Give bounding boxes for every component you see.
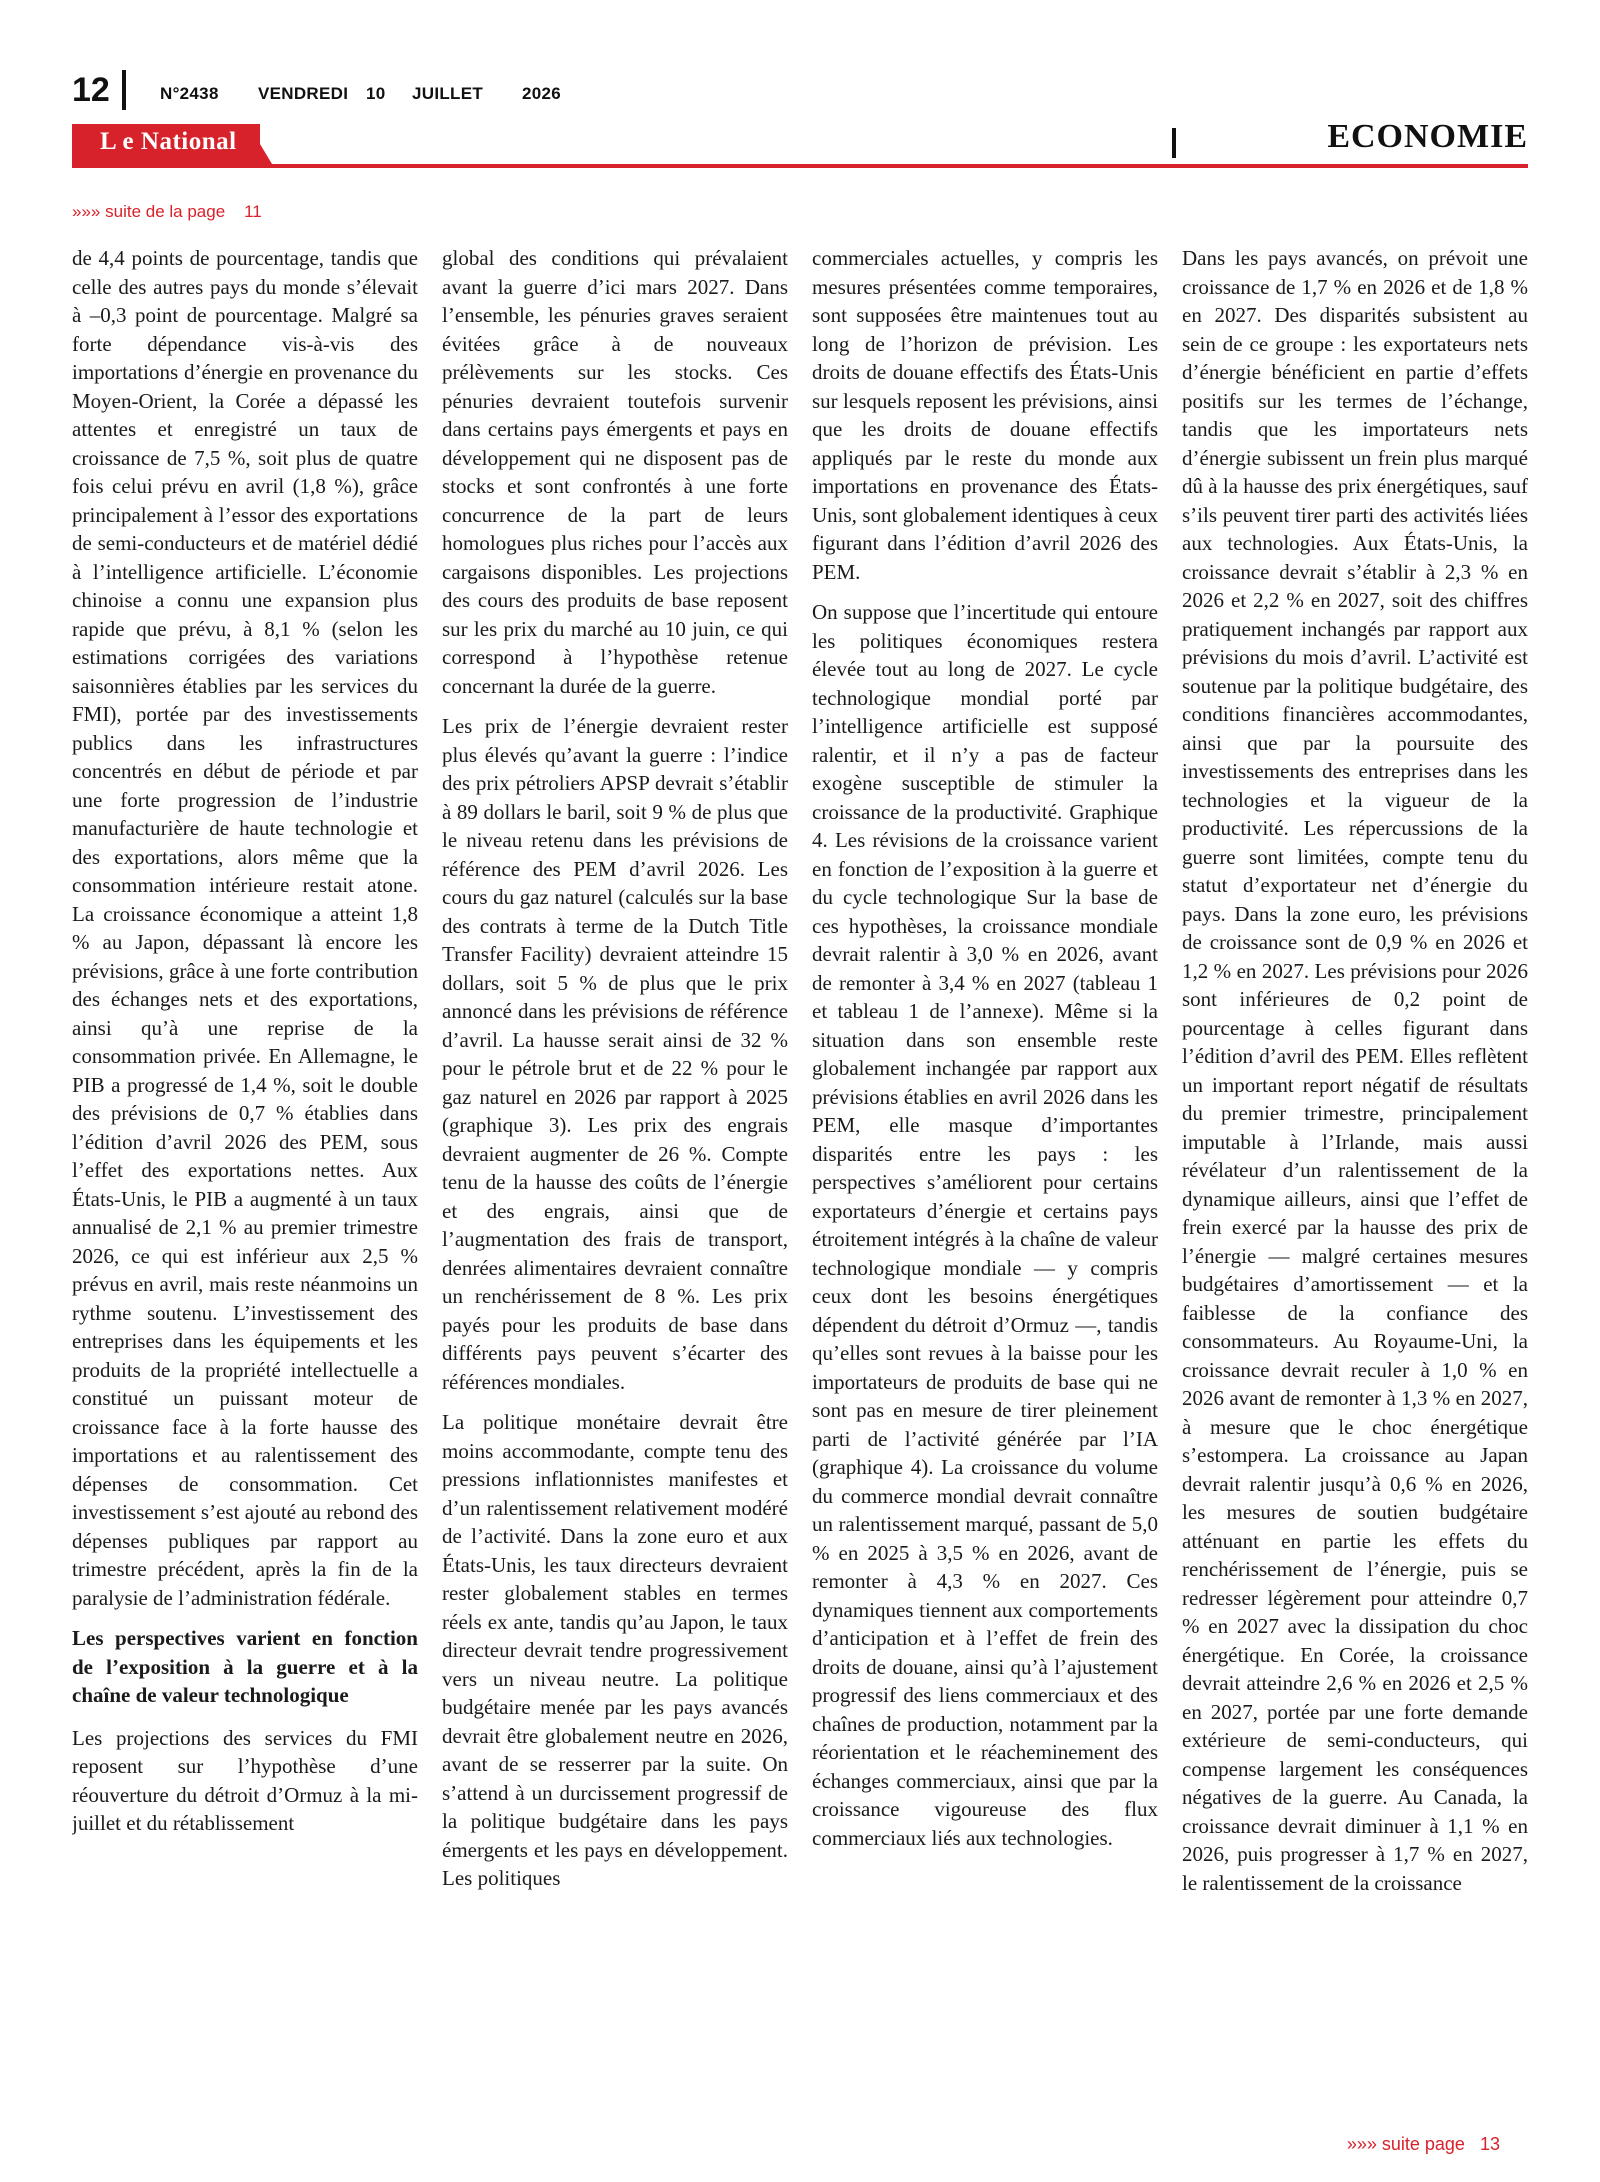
paragraph: Les projections des services du FMI reposent sur l’hypothèse d’une réouverture du détroit d’Ormuz à la mi-juillet et du rétablissement — [72, 1725, 418, 1835]
continued-to-page: 13 — [1479, 2134, 1500, 2154]
issue-month: JUILLET — [412, 84, 484, 103]
issue-number: N°2438 — [160, 84, 219, 103]
continued-arrows: »»» — [72, 202, 101, 221]
paragraph: Les prix de l’énergie devraient rester plus élevés qu’avant la guerre : l’indice des prix pétroliers APSP devrait s’établir à 89 dollars le baril, soit 9 % de plus que le niveau retenu dans les prévisions de référence des PEM d’avril 2026. Les cours du gaz naturel (calculés sur la base des contrats à terme de la Dutch Title Transfer Facility) devraient atteindre 15 dollars, soit 5 % de plus que le prix annoncé dans les prévisions de référence d’avril. La hausse serait ainsi de 32 % pour le pétrole brut et de 22 % pour le gaz naturel en 2026 par rapport à 2025 (graphique 3). Les prix des engrais devraient augmenter de 26 %. Compte tenu de la hausse des coûts de l’énergie et des engrais, ainsi que de l’augmentation des frais de transport, denrées alimentaires devraient connaître un renchérissement de 8 %. Les prix payés pour les produits de base dans différents pays peuvent s’écarter des références mondiales. — [442, 714, 788, 1394]
continued-to-text: suite page — [1381, 2134, 1465, 2154]
continued-from-text: suite de la page — [105, 202, 226, 221]
article-column-4 — [1182, 244, 1528, 2124]
article-column-3 — [812, 244, 1158, 2124]
section-title: ECONOMIE — [1327, 118, 1528, 155]
subheading: Les perspectives varient en fonction de l’exposition à la guerre et à la chaîne de valeur technologique — [72, 1626, 418, 1707]
continued-from-page: 11 — [244, 202, 262, 221]
page-number: 12 — [72, 71, 110, 109]
issue-day: VENDREDI — [258, 84, 349, 103]
article-column-2 — [442, 244, 788, 2124]
paragraph: global des conditions qui prévalaient avant la guerre d’ici mars 2027. Dans l’ensemble, les pénuries graves seraient évitées grâce à de nouveaux prélèvements sur les stocks. Ces pénuries devraient toutefois survenir dans certains pays émergents et pays en développement qui ne disposent pas de stocks et sont confrontés à une forte concurrence de la part de leurs homologues plus riches pour l’accès aux cargaisons disponibles. Les projections des cours des produits de base reposent sur les prix du marché au 10 juin, ce qui correspond à l’hypothèse retenue concernant la durée de la guerre. — [442, 246, 788, 698]
header-red-rule — [72, 164, 1528, 168]
issue-date: 10 — [366, 84, 386, 103]
continued-arrows: »»» — [1346, 2134, 1377, 2154]
brand-band-tail — [248, 124, 272, 164]
paragraph: de 4,4 points de pourcentage, tandis que celle des autres pays du monde s’élevait à –0,3 point de pourcentage. Malgré sa forte dépendance vis-à-vis des importations d’énergie en provenance du Moyen-Orient, la Corée a dépassé les attentes et enregistré un taux de croissance de 7,5 %, soit plus de quatre fois celui prévu en avril (1,8 %), grâce principalement à l’essor des exportations de semi-conducteurs et de matériel dédié à l’intelligence artificielle. L’économie chinoise a connu une expansion plus rapide que prévu, à 8,1 % (selon les estimations corrigées des variations saisonnières établies par les services du FMI), portée par des investissements publics dans les infrastructures concentrés en début de période et par une forte progression de l’industrie manufacturière de haute technologie et des exportations, alors même que la consommation intérieure restait atone. La croissance économique a atteint 1,8 % au Japon, dépassant là encore les prévisions, grâce à une forte contribution des échanges nets et des exportations, ainsi qu’à une reprise de la consommation privée. En Allemagne, le PIB a progressé de 1,4 %, soit le double des prévisions de 0,7 % établies dans l’édition d’avril 2026 des PEM, sous l’effet des exportations nettes. Aux États-Unis, le PIB a augmenté à un taux annualisé de 2,1 % au premier trimestre 2026, ce qui est inférieur aux 2,5 % prévus en avril, mais reste néanmoins un rythme soutenu. L’investissement des entreprises dans les équipements et les produits de la propriété intellectuelle a constitué un puissant moteur de croissance face à la forte hausse des importations et au ralentissement des dépenses de consommation. Cet investissement s’est ajouté au rebond des dépenses publiques par rapport au trimestre précédent, après la fin de la paralysie de l’administration fédérale. — [72, 246, 418, 1610]
issue-year: 2026 — [522, 84, 562, 103]
paragraph: La politique monétaire devrait être moins accommodante, compte tenu des pressions inflationnistes manifestes et d’un ralentissement relativement modéré de l’activité. Dans la zone euro et aux États-Unis, les taux directeurs devraient rester globalement stables en termes réels ex ante, tandis qu’au Japon, le taux directeur devrait tendre progressivement vers un niveau neutre. La politique budgétaire menée par les pays avancés devrait être globalement neutre en 2026, avant de se resserrer par la suite. On s’attend à un durcissement progressif de la politique budgétaire dans les pays émergents et les pays en développement. Les politiques — [442, 1410, 788, 1890]
header-divider — [122, 70, 126, 110]
paragraph: On suppose que l’incertitude qui entoure les politiques économiques restera élevée tout au long de 2027. Le cycle technologique mondial porté par l’intelligence artificielle est supposé ralentir, et il n’y a pas de facteur exogène susceptible de stimuler la croissance de la productivité. Graphique 4. Les révisions de la croissance varient en fonction de l’exposition à la guerre et du cycle technologique Sur la base de ces hypothèses, la croissance mondiale devrait ralentir à 3,0 % en 2026, avant de remonter à 3,4 % en 2027 (tableau 1 et tableau 1 de l’annexe). Même si la situation dans son ensemble reste globalement inchangée par rapport aux prévisions établies en avril 2026 dans les PEM, elle masque d’importantes disparités entre les pays : les perspectives s’améliorent pour certains exportateurs d’énergie et certains pays étroitement intégrés à la chaîne de valeur technologique mondiale — y compris ceux dont les besoins énergétiques dépendent du détroit d’Ormuz —, tandis qu’elles sont revues à la baisse pour les importateurs de produits de base qui ne sont pas en mesure de tirer pleinement parti de l’activité générée par l’IA (graphique 4). La croissance du volume du commerce mondial devrait connaître un ralentissement marqué, passant de 5,0 % en 2025 à 3,5 % en 2026, avant de remonter à 4,3 % en 2027. Ces dynamiques tiennent aux comportements d’anticipation et à l’effet de frein des droits de douane, ainsi qu’à l’ajustement progressif des liens commerciaux et des chaînes de production, notamment par la réorientation et le réacheminement des échanges commerciaux, ainsi que par la croissance vigoureuse des flux commerciaux liés aux technologies. — [812, 600, 1158, 1850]
section-divider — [1172, 128, 1176, 158]
brand-logo: L e National — [100, 128, 237, 155]
article-column-1 — [72, 244, 418, 2124]
continued-to[interactable] — [1347, 2134, 1500, 2155]
paragraph: Dans les pays avancés, on prévoit une croissance de 1,7 % en 2026 et de 1,8 % en 2027. Des disparités subsistent au sein de ce groupe : les exportateurs nets d’énergie bénéficient en partie d’effets positifs sur les termes de l’échange, tandis que les importateurs nets d’énergie subissent un frein plus marqué dû à la hausse des prix énergétiques, sauf s’ils peuvent tirer parti des activités liées aux technologies. Aux États-Unis, la croissance devrait s’établir à 2,3 % en 2026 et 2,2 % en 2027, soit des chiffres pratiquement inchangés par rapport aux prévisions du mois d’avril. L’activité est soutenue par la politique budgétaire, des conditions financières accommodantes, ainsi que par la poursuite des investissements des entreprises dans les technologies et la vigueur de la productivité. Les répercussions de la guerre sont limitées, compte tenu du statut d’exportateur net d’énergie du pays. Dans la zone euro, les prévisions de croissance sont de 0,9 % en 2026 et 1,2 % en 2027. Les prévisions pour 2026 sont inférieures de 0,2 point de pourcentage à celles figurant dans l’édition d’avril des PEM. Elles reflètent un important report négatif de résultats du premier trimestre, principalement imputable à l’Irlande, mais aussi révélateur d’un ralentissement de la dynamique ailleurs, ainsi que l’effet de frein exercé par la hausse des prix de l’énergie — malgré certaines mesures budgétaires d’amortissement — et la faiblesse de la confiance des consommateurs. Au Royaume-Uni, la croissance devrait reculer à 1,0 % en 2026 avant de remonter à 1,3 % en 2027, à mesure que le choc énergétique s’estompera. La croissance au Japan devrait ralentir jusqu’à 0,6 % en 2026, les mesures de soutien budgétaire atténuant en partie les effets du renchérissement de l’énergie, puis se redresser légèrement pour atteindre 0,7 % en 2027 avec la dissipation du choc énergétique. En Corée, la croissance devrait atteindre 2,6 % en 2026 et 2,5 % en 2027, portée par une forte demande extérieure de semi-conducteurs, qui compense largement les conséquences négatives de la guerre. Au Canada, la croissance devrait diminuer à 1,1 % en 2026, puis progresser à 1,7 % en 2027, le ralentissement de la croissance — [1182, 246, 1528, 1895]
continued-from — [72, 202, 262, 222]
paragraph: commerciales actuelles, y compris les mesures présentées comme temporaires, sont supposées être maintenues tout au long de l’horizon de prévision. Les droits de douane effectifs des États-Unis sur lesquels reposent les prévisions, ainsi que les droits de douane effectifs appliqués par le reste du monde aux importations en provenance des États-Unis, sont globalement identiques à ceux figurant dans l’édition d’avril 2026 des PEM. — [812, 246, 1158, 584]
